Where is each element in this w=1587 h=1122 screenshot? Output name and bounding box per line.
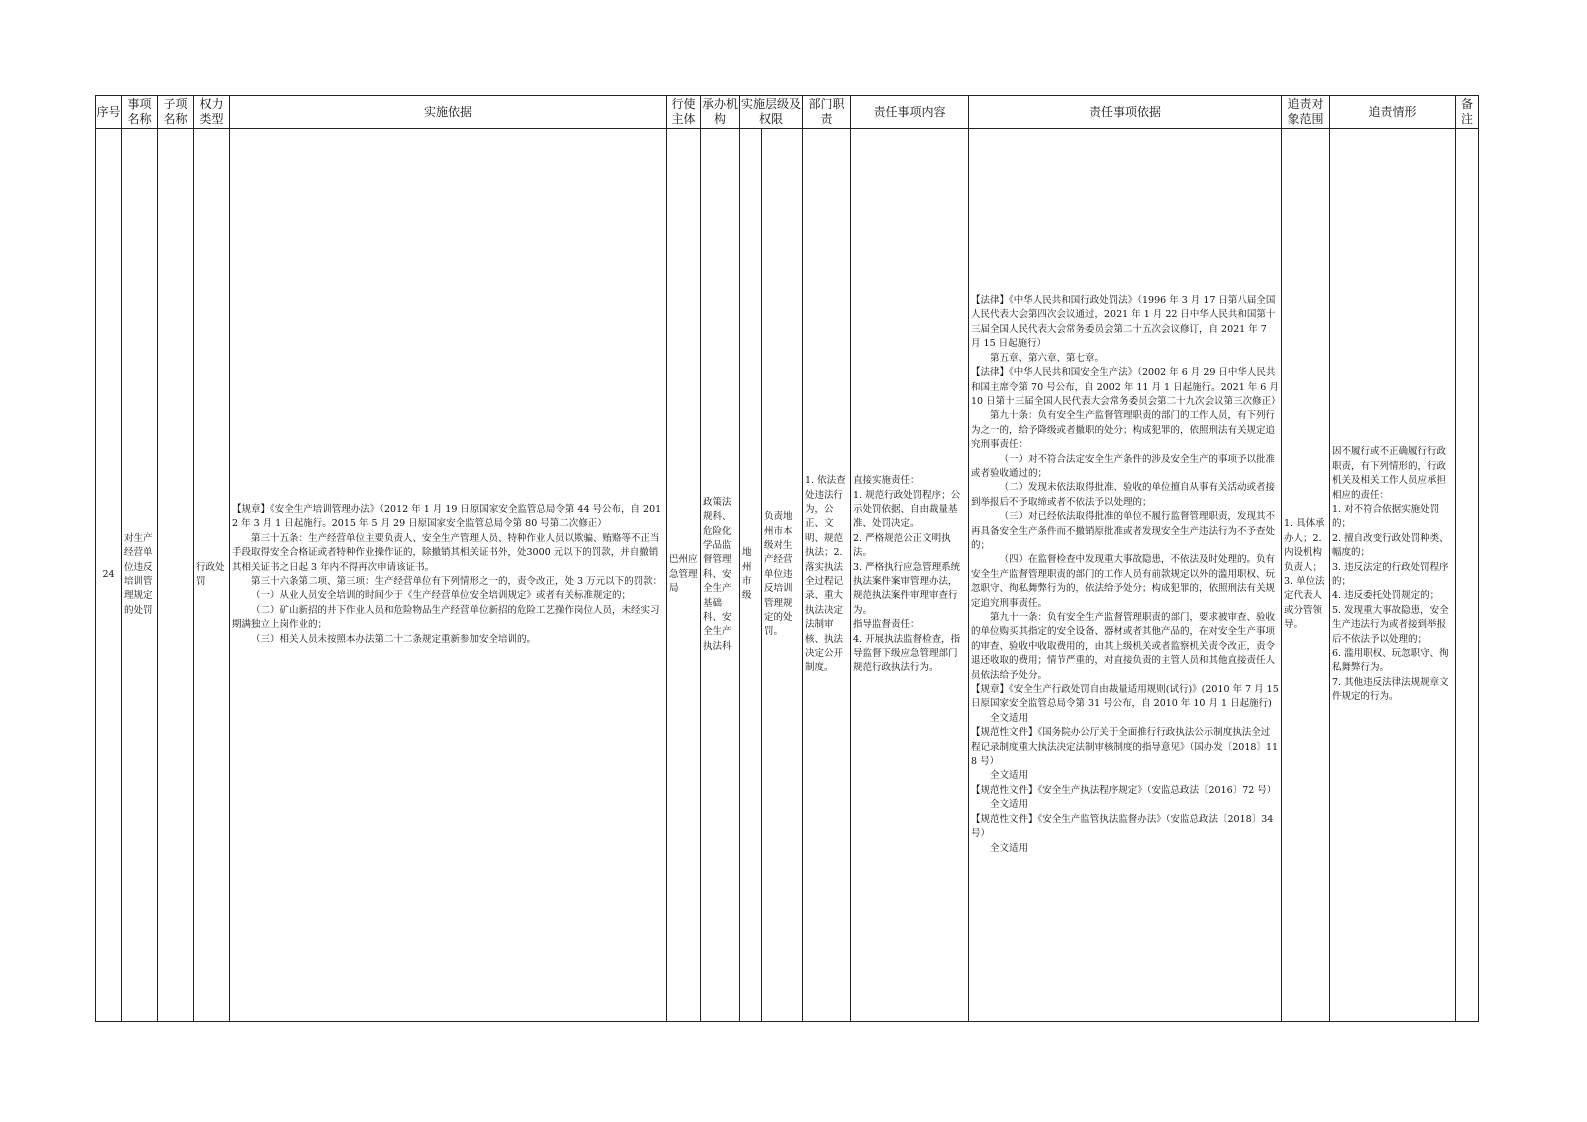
situation-line: 2. 擅自改变行政处罚种类、幅度的； bbox=[1332, 532, 1449, 559]
basis-para: 第三十六条第二项、第三项：生产经营单位有下列情形之一的，责令改正，处 3 万元以下的罚款： bbox=[251, 576, 663, 587]
situation-line: 因不履行或不正确履行行政职责，有下列情形的，行政机关及相关工作人员应承担相应的责任： bbox=[1332, 446, 1447, 501]
header-situation: 追责情形 bbox=[1330, 96, 1456, 129]
cell-seq: 24 bbox=[96, 129, 122, 1022]
resp-basis-para: 【规章】《安全生产行政处罚自由裁量适用规则(试行)》(2010 年 7 月 15 日原国家安全监管总局令第 31 号公布，自 2010 年 10 月 1 日起施行) bbox=[971, 684, 1282, 710]
cell-resp-basis bbox=[969, 129, 1282, 1022]
basis-para: 【规章】《安全生产培训管理办法》（2012 年 1 月 19 日原国家安全监管总局令第 44 号公布，自 2012 年 3 月 1 日起施行。2015 年 5 月 29 日原国家安全监管总局令第 80 号第二次修正） bbox=[232, 503, 662, 530]
header-seq: 序号 bbox=[96, 96, 122, 129]
cell-subject: 巴州应急管理局 bbox=[667, 129, 701, 1022]
resp-basis-para: 【规范性文件】《国务院办公厅关于全面推行行政执法公示制度执法全过程记录制度重大执法决定法制审核制度的指导意见》（国办发〔2018〕118 号） bbox=[971, 727, 1279, 768]
resp-basis-para: 【规范性文件】《安全生产执法程序规定》（安监总政法〔2016〕72 号） bbox=[971, 784, 1277, 796]
cell-agency: 政策法规科、危险化学品监督管理科、安全生产基础科、安全生产执法科 bbox=[701, 129, 740, 1022]
cell-basis bbox=[230, 129, 667, 1022]
resp-content-line: 指导监督责任： bbox=[853, 619, 920, 631]
basis-para: 第三十五条：生产经营单位主要负责人、安全生产管理人员、特种作业人员以欺骗、贿赂等不正当手段取得安全合格证或者特种作业操作证的，除撤销其相关证书外，处3000 元以下的罚款，并自撤销其相关证书之日起 3 年内不得再次申请该证书。 bbox=[232, 532, 660, 573]
resp-basis-para: 全文适用 bbox=[990, 770, 1029, 782]
header-resp-content: 责任事项内容 bbox=[851, 96, 969, 129]
basis-para: （一）从业人员安全培训的时间少于《生产经营单位安全培训规定》或者有关标准规定的； bbox=[251, 590, 632, 602]
cell-note bbox=[1456, 129, 1479, 1022]
resp-basis-para: 全文适用 bbox=[990, 712, 1029, 724]
header-row bbox=[96, 96, 1479, 129]
cell-level-a: 地州市级 bbox=[740, 129, 762, 1022]
cell-scope: 1. 具体承办人；2. 内设机构负责人；3. 单位法定代表人或分管领导。 bbox=[1282, 129, 1330, 1022]
cell-situation bbox=[1330, 129, 1456, 1022]
situation-line: 6. 滥用职权、玩忽职守、徇私舞弊行为。 bbox=[1332, 648, 1449, 674]
situation-line: 7. 其他违反法律法规规章文件规定的行为。 bbox=[1332, 676, 1449, 703]
resp-content-line: 直接实施责任： bbox=[853, 475, 920, 487]
basis-para: （三）相关人员未按照本办法第二十二条规定重新参加安全培训的。 bbox=[251, 633, 537, 645]
header-note: 备注 bbox=[1456, 96, 1479, 129]
situation-line: 1. 对不符合依据实施处罚的； bbox=[1332, 503, 1440, 530]
resp-basis-para: 第五章、第六章、第七章。 bbox=[990, 352, 1105, 364]
resp-content-line: 1. 规范行政处罚程序；公示处罚依据、自由裁量基准、处罚决定。 bbox=[853, 489, 961, 530]
resp-basis-para: （三）对已经依法取得批准的单位不履行监督管理职责，发现其不再具备安全生产条件而不撤销原批准或者发现安全生产违法行为不予查处的； bbox=[971, 511, 1276, 551]
resp-content-line: 3. 严格执行应急管理系统执法案件案审管理办法，规范执法案件审理审查行为。 bbox=[853, 561, 961, 616]
cell-item-name: 对生产经营单位违反培训管理规定的处罚 bbox=[122, 129, 158, 1022]
cell-power-type: 行政处罚 bbox=[194, 129, 230, 1022]
resp-basis-para: （一）对不符合法定安全生产条件的涉及安全生产的事项予以批准或者验收通过的； bbox=[971, 453, 1276, 479]
resp-basis-para: 第九十一条：负有安全生产监督管理职责的部门，要求被审查、验收的单位购买其指定的安全设备、器材或者其他产品的，在对安全生产事项的审查、验收中收取费用的，由其上级机关或者监察机关责令改正，责令退还收取的费用；情节严重的，对直接负责的主管人员和其他直接责任人员依法给予处分。 bbox=[971, 612, 1276, 681]
cell-resp-content bbox=[851, 129, 969, 1022]
resp-content-line: 2. 严格规范公正文明执法。 bbox=[853, 532, 951, 559]
resp-basis-para: 【法律】《中华人民共和国行政处罚法》（1996 年 3 月 17 日第八届全国人民代表大会第四次会议通过，2021 年 1 月 22 日中华人民共和国第十三届全国人民代表大会常务委员会第二十五次会议修订，自 2021 年 7 月 15 日起施行） bbox=[971, 295, 1276, 350]
cell-duty: 1. 依法查处违法行为，公正、文明、规范执法；2. 落实执法全过程记录、重大执法决定法制审核、执法决定公开制度。 bbox=[803, 129, 851, 1022]
basis-para: （二）矿山新招的井下作业人员和危险物品生产经营单位新招的危险工艺操作岗位人员，未经实习期满独立上岗作业的； bbox=[232, 604, 660, 631]
situation-line: 3. 违反法定的行政处罚程序的； bbox=[1332, 561, 1449, 587]
power-list-table bbox=[95, 95, 1479, 1022]
resp-basis-para: 【法律】《中华人民共和国安全生产法》（2002 年 6 月 29 日中华人民共和国主席令第 70 号公布，自 2002 年 11 月 1 日起施行。2021 年 6 月 10 日第十三届全国人民代表大会常务委员会第二十九次会议第三次修正） bbox=[971, 367, 1282, 407]
header-basis: 实施依据 bbox=[230, 96, 667, 129]
header-sub-name: 子项名称 bbox=[158, 96, 194, 129]
resp-basis-para: 全文适用 bbox=[990, 842, 1029, 854]
resp-basis-para: （二）发现未依法取得批准、验收的单位擅自从事有关活动或者接到举报后不予取缔或者不依法予以处理的； bbox=[971, 482, 1276, 508]
resp-basis-para: （四）在监督检查中发现重大事故隐患，不依法及时处理的。负有安全生产监督管理职责的部门的工作人员有前款规定以外的滥用职权、玩忽职守、徇私舞弊行为的，依法给予处分；构成犯罪的，依照刑法有关规定追究刑事责任。 bbox=[971, 554, 1276, 609]
header-duty: 部门职责 bbox=[803, 96, 851, 129]
situation-line: 4. 违反委托处罚规定的； bbox=[1332, 590, 1440, 602]
header-subject: 行使主体 bbox=[667, 96, 701, 129]
situation-line: 5. 发现重大事故隐患，安全生产违法行为或者接到举报后不依法予以处理的； bbox=[1332, 604, 1449, 645]
cell-sub-name bbox=[158, 129, 194, 1022]
header-power-type: 权力类型 bbox=[194, 96, 230, 129]
table-row bbox=[96, 129, 1479, 1022]
resp-basis-para: 【规范性文件】《安全生产监管执法监督办法》（安监总政法〔2018〕34 号） bbox=[971, 813, 1277, 840]
resp-content-line: 4. 开展执法监督检查，指导监督下级应急管理部门规范行政执法行为。 bbox=[853, 633, 961, 674]
header-resp-basis: 责任事项依据 bbox=[969, 96, 1282, 129]
resp-basis-para: 第九十条：负有安全生产监督管理职责的部门的工作人员，有下列行为之一的，给予降级或者撤职的处分；构成犯罪的，依照刑法有关规定追究刑事责任： bbox=[971, 410, 1276, 451]
header-scope: 追责对象范围 bbox=[1282, 96, 1330, 129]
header-level: 实施层级及权限 bbox=[740, 96, 803, 129]
resp-basis-para: 全文适用 bbox=[990, 799, 1029, 811]
cell-level-b: 负责地州市本级对生产经营单位违反培训管理规定的处罚。 bbox=[762, 129, 803, 1022]
header-item-name: 事项名称 bbox=[122, 96, 158, 129]
header-agency: 承办机构 bbox=[701, 96, 740, 129]
